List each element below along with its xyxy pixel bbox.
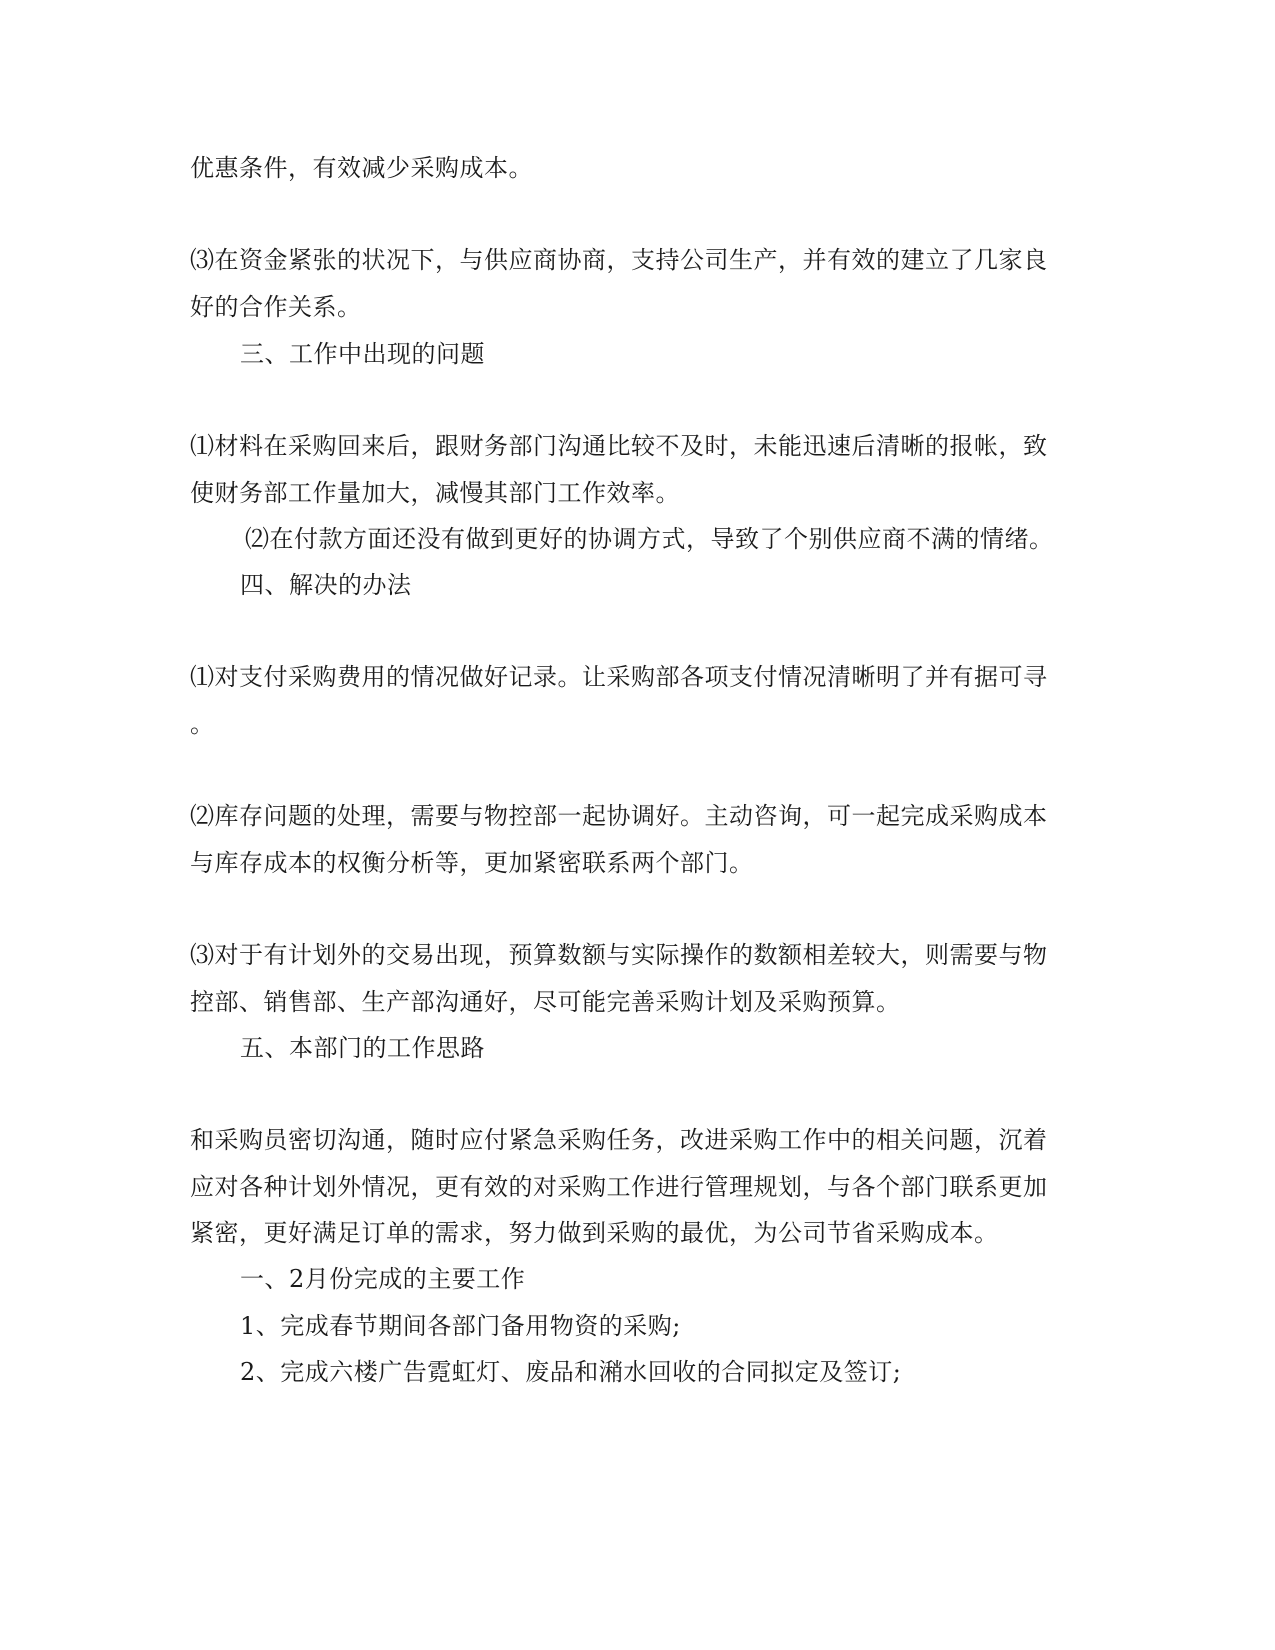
paragraph-line: 和采购员密切沟通，随时应付紧急采购任务，改进采购工作中的相关问题，沉着 [190, 1126, 1048, 1154]
paragraph-line: ⑴对支付采购费用的情况做好记录。让采购部各项支付情况清晰明了并有据可寻 [190, 663, 1048, 691]
section-heading: 四、解决的办法 [240, 571, 412, 599]
paragraph-line: 使财务部工作量加大，减慢其部门工作效率。 [190, 479, 680, 507]
list-item: 2、完成六楼广告霓虹灯、废品和潲水回收的合同拟定及签订; [240, 1358, 902, 1386]
paragraph-line: ⑵库存问题的处理，需要与物控部一起协调好。主动咨询，可一起完成采购成本 [190, 802, 1048, 830]
paragraph-line: ⑴材料在采购回来后，跟财务部门沟通比较不及时，未能迅速后清晰的报帐，致 [190, 432, 1048, 460]
section-heading: 五、本部门的工作思路 [240, 1034, 485, 1062]
paragraph-line: 好的合作关系。 [190, 293, 362, 321]
paragraph-line: ⑶对于有计划外的交易出现，预算数额与实际操作的数额相差较大，则需要与物 [190, 941, 1048, 969]
section-heading: 三、工作中出现的问题 [240, 340, 485, 368]
paragraph-line: 优惠条件，有效减少采购成本。 [190, 154, 533, 182]
paragraph-line: 紧密，更好满足订单的需求，努力做到采购的最优，为公司节省采购成本。 [190, 1219, 999, 1247]
paragraph-line: 与库存成本的权衡分析等，更加紧密联系两个部门。 [190, 849, 754, 877]
paragraph-line: 控部、销售部、生产部沟通好，尽可能完善采购计划及采购预算。 [190, 988, 901, 1016]
paragraph-line: ⑶在资金紧张的状况下，与供应商协商，支持公司生产，并有效的建立了几家良 [190, 246, 1048, 274]
paragraph-line: ⑵在付款方面还没有做到更好的协调方式，导致了个别供应商不满的情绪。 [245, 525, 1054, 553]
section-heading: 一、2月份完成的主要工作 [240, 1265, 526, 1293]
paragraph-line: 应对各种计划外情况，更有效的对采购工作进行管理规划，与各个部门联系更加 [190, 1173, 1048, 1201]
paragraph-line: 。 [190, 710, 215, 738]
list-item: 1、完成春节期间各部门备用物资的采购; [240, 1312, 681, 1340]
